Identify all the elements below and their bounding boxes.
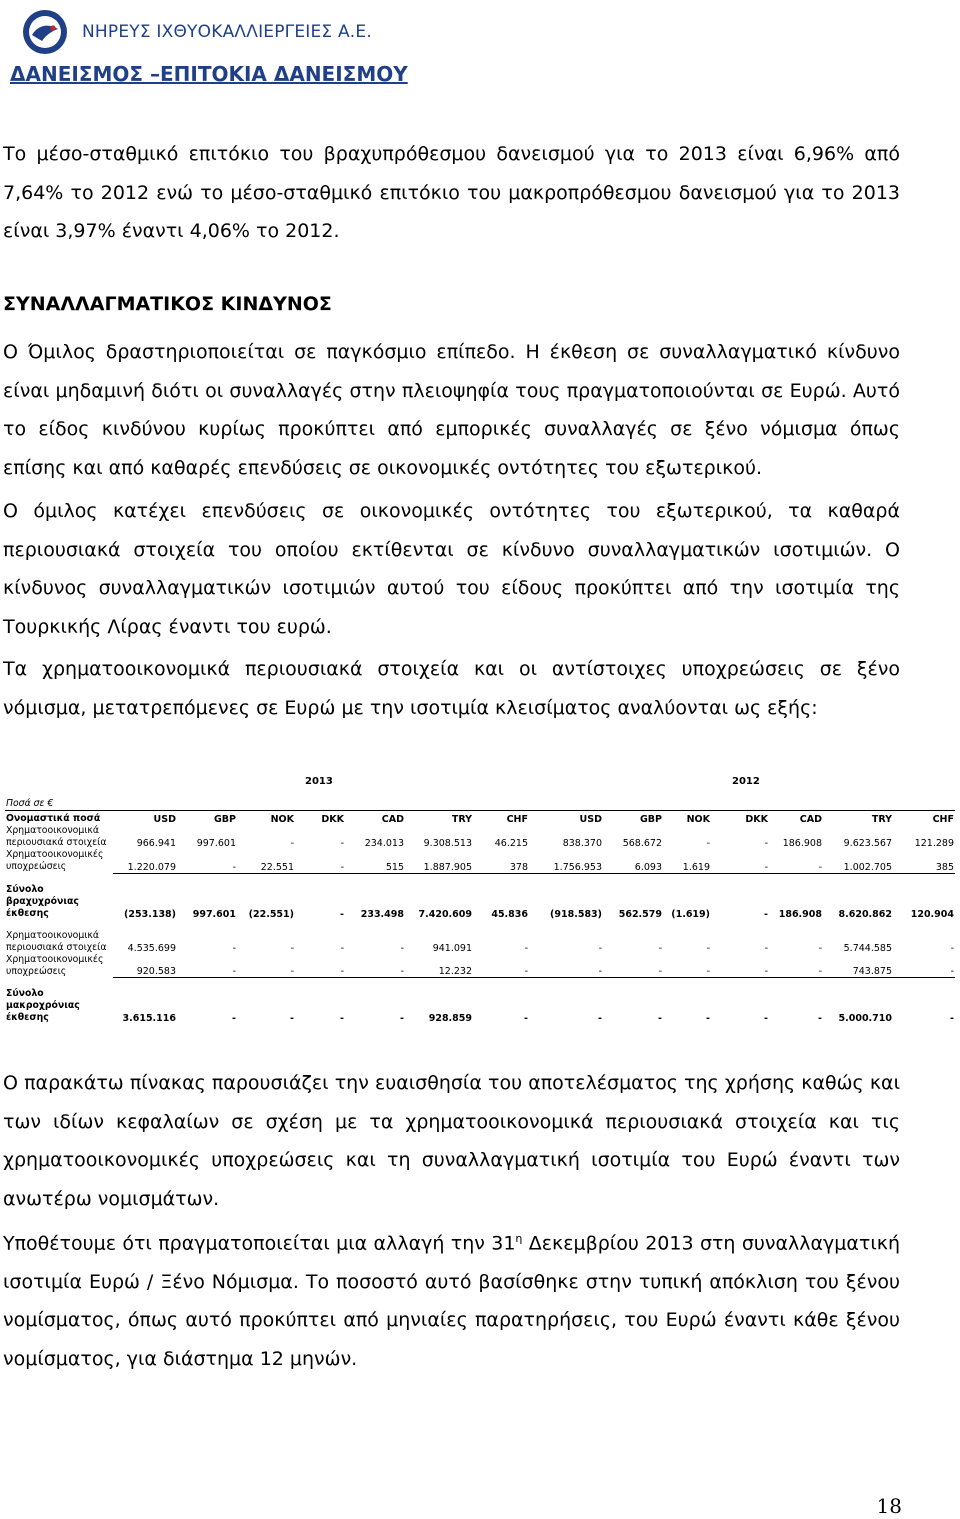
header-currency: CHF [893,811,955,826]
table-cell: 385 [893,849,955,873]
table-cell: (918.583) [550,908,602,920]
row-label: Σύνολο μακροχρόνιας έκθεσης [6,988,80,1023]
table-cell: 928.859 [428,1013,472,1024]
table-cell: 4.535.699 [127,942,176,954]
table-cell: 233.498 [360,908,404,920]
table-cell: 920.583 [113,954,177,978]
company-name: ΝΗΡΕΥΣ ΙΧΘΥΟΚΑΛΛΙΕΡΓΕΙΕΣ Α.Ε. [82,22,372,42]
fx-risk-heading: ΣΥΝΑΛΛΑΓΜΑΤΙΚΟΣ ΚΙΝΔΥΝΟΣ [3,293,332,315]
table-cell: 743.875 [823,954,893,978]
table-cell: 997.601 [192,908,236,920]
sensitivity-text-a: Υποθέτουμε ότι πραγματοποιείται μια αλλαγή την 31 [3,1232,516,1255]
fx-exposure-table [5,770,955,1024]
header-label: Ονομαστικά ποσά [5,811,113,826]
table-cell: - [295,849,345,873]
table-cell: - [769,954,823,978]
table-cell: - [524,942,528,954]
table-cell: - [290,942,294,954]
table-cell: - [818,942,822,954]
table-cell: - [706,942,710,954]
table-cell: 568.672 [622,838,662,849]
row-label: Χρηματοοικονομικές υποχρεώσεις [6,849,104,872]
table-cell: 8.620.862 [838,908,892,920]
table-cell: - [524,1013,528,1024]
table-cell: - [598,942,602,954]
table-cell: 186.908 [778,908,822,920]
row-label: Σύνολο βραχυχρόνιας έκθεσης [6,883,79,919]
table-cell: - [232,1013,236,1024]
table-cell: - [598,1013,602,1024]
table-cell: 1.756.953 [529,849,603,873]
table-cell: - [340,942,344,954]
table-cell: - [177,849,237,873]
table-cell: - [764,908,768,920]
header-currency: TRY [823,811,893,826]
header-currency: USD [113,811,177,826]
table-row [5,930,955,954]
table-cell: 3.615.116 [122,1013,176,1024]
table-cell: - [340,1013,344,1024]
table-row [5,825,955,849]
table-cell: - [764,942,768,954]
table-cell: - [663,954,711,978]
header-currency: CAD [345,811,405,826]
table-cell: 515 [345,849,405,873]
table-cell: - [706,838,710,849]
table-cell: 120.904 [910,908,954,920]
table-cell: - [290,1013,294,1024]
table-cell: 7.420.609 [418,908,472,920]
table-cell: - [232,942,236,954]
table-cell: 966.941 [136,838,176,849]
table-cell: - [295,954,345,978]
table-cell: - [950,1013,954,1024]
table-cell: 5.000.710 [838,1013,892,1024]
table-cell: - [237,954,295,978]
table-cell: 46.215 [494,838,528,849]
table-cell: 186.908 [782,838,822,849]
page-header [22,8,372,56]
company-logo-icon [22,9,68,55]
table-cell: 562.579 [618,908,662,920]
page-number: 18 [876,1494,902,1518]
table-cell: - [345,954,405,978]
exposure-grid [5,794,955,1024]
table-cell: 378 [473,849,529,873]
table-cell: 997.601 [196,838,236,849]
table-cell: - [764,1013,768,1024]
table-cell: - [711,849,769,873]
table-cell: - [177,954,237,978]
header-currency: DKK [295,811,345,826]
rates-paragraph: Το μέσο-σταθμικό επιτόκιο του βραχυπρόθεσμου δανεισμού για το 2013 είναι 6,96% από 7,64% το 2012 ενώ το μέσο-σταθμικό επιτόκιο του μακροπρόθεσμου δανεισμού για το 2013 είναι 3,97% έναντι 4,06% το 2012. [3,143,900,242]
unit-label: Ποσά σε € [6,798,54,809]
table-cell: 9.308.513 [423,838,472,849]
table-cell: - [769,849,823,873]
table-cell: 1.002.705 [823,849,893,873]
header-currency: NOK [663,811,711,826]
table-cell: 1.619 [663,849,711,873]
header-currency: GBP [177,811,237,826]
table-cell: - [340,838,344,849]
table-cell: 941.091 [432,942,472,954]
table-cell: 121.289 [914,838,954,849]
table-cell: 5.744.585 [843,942,892,954]
sensitivity-paragraph-1: Ο παρακάτω πίνακας παρουσιάζει την ευαισθησία του αποτελέσματος της χρήσης καθώς και των ιδίων κεφαλαίων σε σχέση με τα χρηματοοικονομικά περιουσιακά στοιχεία και τις χρηματοοικονομικές υποχρεώσεις και τη συναλλαγματική ισοτιμία του Ευρώ έναντι των ανωτέρω νομισμάτων. [3,1072,900,1210]
table-cell: - [893,954,955,978]
header-currency: CAD [769,811,823,826]
table-row [5,849,955,873]
year-2013-label: 2013 [305,776,333,787]
table-cell: - [706,1013,710,1024]
table-cell: 1.220.079 [113,849,177,873]
table-cell: 234.013 [364,838,404,849]
table-cell: - [290,838,294,849]
sensitivity-paragraph-2 [3,1220,900,1378]
table-cell: 1.887.905 [405,849,473,873]
header-currency: USD [529,811,603,826]
currency-header-row [5,811,955,826]
table-cell: - [818,1013,822,1024]
table-cell: 838.370 [562,838,602,849]
row-label: Χρηματοοικονομικά περιουσιακά στοιχεία [6,929,107,953]
table-cell: - [400,942,404,954]
year-2012-label: 2012 [732,776,760,787]
table-cell: - [764,838,768,849]
table-cell: - [711,954,769,978]
table-cell: - [473,954,529,978]
table-cell: - [950,942,954,954]
ordinal-suffix: η [515,1232,523,1245]
header-currency: TRY [405,811,473,826]
table-cell: (22.551) [248,908,294,920]
table-cell: - [529,954,603,978]
row-label: Χρηματοοικονομικές υποχρεώσεις [6,953,104,977]
row-label: Χρηματοοικονομικά περιουσιακά στοιχεία [6,825,107,848]
sensitivity-text-b: Δεκεμβρίου 2013 στη συναλλαγματική ισοτιμία Ευρώ / Ξένο Νόμισμα. Το ποσοστό αυτό βασίσθηκε στην τυπική απόκλιση του ξένου νομίσματος, όπως αυτό προκύπτει από μηνιαίες παρατηρήσεις, του Ευρώ έναντι κάθε ξένου νομίσματος, για διάστημα 12 μηνών. [3,1232,901,1370]
table-row [5,954,955,978]
fx-paragraph-2: Ο όμιλος κατέχει επενδύσεις σε οικονομικές οντότητες του εξωτερικού, τα καθαρά περιουσιακά στοιχεία του οποίου εκτίθενται σε κίνδυνο συναλλαγματικών ισοτιμιών. Ο κίνδυνος συναλλαγματικών ισοτιμιών αυτού του είδους προκύπτει από την ισοτιμία της Τουρκικής Λίρας έναντι του ευρώ. [3,500,900,638]
table-cell: - [400,1013,404,1024]
section-title: ΔΑΝΕΙΣΜΟΣ –ΕΠΙΤΟΚΙΑ ΔΑΝΕΙΣΜΟΥ [10,62,408,86]
table-cell: - [603,954,663,978]
table-cell: - [658,942,662,954]
table-row [5,988,955,1024]
year-header-row [5,770,955,794]
header-currency: GBP [603,811,663,826]
table-cell: 9.623.567 [843,838,892,849]
table-cell: (1.619) [671,908,710,920]
table-cell: 45.836 [491,908,528,920]
table-cell: (253.138) [124,908,176,920]
table-cell: - [340,908,344,920]
table-cell: - [658,1013,662,1024]
header-currency: CHF [473,811,529,826]
table-cell: 22.551 [237,849,295,873]
table-cell: 6.093 [603,849,663,873]
table-cell: 12.232 [405,954,473,978]
header-currency: DKK [711,811,769,826]
exposure-rows [5,825,955,1024]
fx-paragraph-1: Ο Όμιλος δραστηριοποιείται σε παγκόσμιο επίπεδο. Η έκθεση σε συναλλαγματικό κίνδυνο είναι μηδαμινή διότι οι συναλλαγές στην πλειοψηφία τους πραγματοποιούνται σε Ευρώ. Αυτό το είδος κινδύνου κυρίως προκύπτει από εμπορικές συναλλαγές σε ξένο νόμισμα όπως επίσης και από καθαρές επενδύσεις σε οικονομικές οντότητες του εξωτερικού. [3,341,900,479]
fx-paragraph-3: Τα χρηματοοικονομικά περιουσιακά στοιχεία και οι αντίστοιχες υποχρεώσεις σε ξένο νόμισμα, μετατρεπόμενες σε Ευρώ με την ισοτιμία κλεισίματος αναλύονται ως εξής: [3,658,900,719]
header-currency: NOK [237,811,295,826]
table-row [5,884,955,920]
